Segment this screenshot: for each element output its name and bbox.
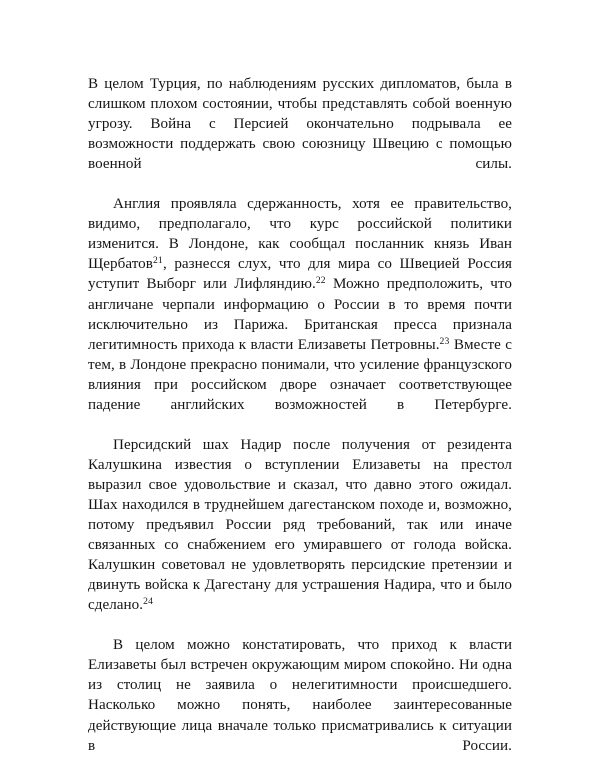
paragraph-text: Персидский шах Надир после получения от резидента Калушкина известия о вступлении Елизаветы на престол выразил свое удовольствие и сказал, что давно этого ожидал. Шах находился в труднейшем дагестанском походе и, возможно, потому предъявил России ряд требований, так или иначе связанных со снабжением его умиравшего от голода войска. Калушкин советовал не удовлетворять персидские претензии и двинуть войска к Дагестану для устрашения Надира, что и было сделано. [88,436,512,614]
paragraph-text: В целом можно констатировать, что приход к власти Елизаветы был встречен окружающим миром спокойно. Ни одна из столиц не заявила о нелегитимности происшедшего. Насколько можно понять, наиболее заинтересованные действующие лица вначале только присматривались к ситуации в России. [88,637,512,754]
footnote-reference[interactable]: 22 [315,275,326,287]
footnote-reference[interactable]: 21 [152,255,163,267]
body-paragraph [88,74,512,194]
paragraph-text: Можно предположить, что англичане черпали информацию о России в то время почти исключительно из Парижа. Британская пресса признала легитимность прихода к власти Елизаветы Петровны. [88,276,512,353]
body-paragraph [88,435,512,635]
paragraph-text: Вместе с тем, в Лондоне прекрасно понимали, что усиление французского влияния при российском дворе означает соответствующее падение английских возможностей в Петербурге. [88,336,513,413]
body-paragraph [88,635,512,775]
footnote-reference[interactable]: 23 [439,335,450,347]
paragraph-text: В целом Турция, по наблюдениям русских дипломатов, была в слишком плохом состоянии, чтобы представлять собой военную угрозу. Война с Персией окончательно подрывала ее возможности поддержать свою союзницу Швецию с помощью военной силы. [88,76,512,173]
paragraph-text: Англия проявляла сдержанность, хотя ее правительство, видимо, предполагало, что курс российской политики изменится. В Лондоне, как сообщал посланник князь Иван Щербатов [88,196,512,273]
footnote-reference[interactable]: 24 [143,596,154,608]
paragraph-text: , разнесся слух, что для мира со Швецией Россия уступит Выборг или Лифляндию. [88,256,512,293]
text-column [88,74,512,776]
body-paragraph [88,194,512,435]
